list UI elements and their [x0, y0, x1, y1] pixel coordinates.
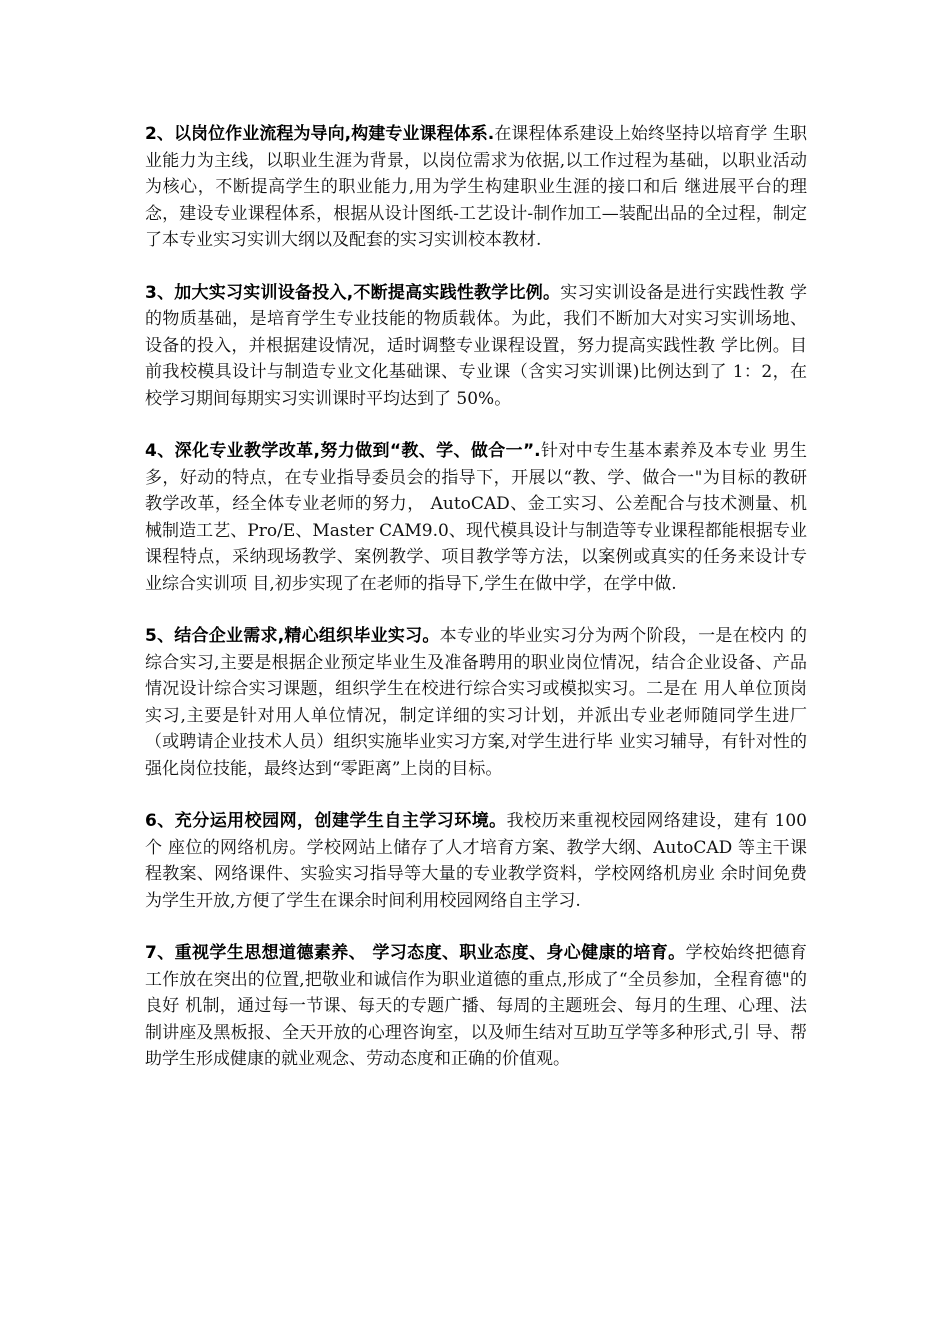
paragraph-heading: 3、加大实习实训设备投入,不断提高实践性教学比例。 — [145, 282, 561, 303]
paragraph-heading: 5、结合企业需求,精心组织毕业实习。 — [145, 626, 440, 646]
paragraph-campus-network — [145, 808, 807, 914]
paragraph-training-equipment — [145, 280, 807, 413]
document-body — [145, 121, 807, 1099]
paragraph-heading: 6、充分运用校园网，创建学生自主学习环境。 — [145, 811, 507, 831]
paragraph-text: 实习实训设备是进行实践性教 学的物质基础，是培育学生专业技能的物质载体。为此，我们不断加大对实习实训场地、设备的投入，并根据建设情况，适时调整专业课程设置，努力提高实践性教 学比例。目前我校模具设计与制造专业文化基础课、专业课（含实习实训课)比例达到了 1：2，在校学习期间每期实习实训课时平均达到了 50%。 — [145, 282, 807, 409]
paragraph-text: 我校历来重视校园网络建设，建有 100 个 座位的网络机房。学校网站上储存了人才培育方案、教学大纲、AutoCAD 等主干课程教案、网络课件、实验实习指导等大量的专业教学资料，学校网络机房业 余时间免费为学生开放,方便了学生在课余时间利用校园网络自主学习. — [145, 811, 807, 911]
paragraph-text: 学校始终把德育工作放在突出的位置,把敬业和诚信作为职业道德的重点,形成了“全员参加，全程育德"的良好 机制，通过每一节课、每天的专题广播、每周的主题班会、每月的生理、心理、法制讲座及黑板报、全天开放的心理咨询室，以及师生结对互助互学等多种形式,引 导、帮助学生形成健康的就业观念、劳动态度和正确的价值观。 — [145, 943, 808, 1069]
paragraph-heading: 2、以岗位作业流程为导向,构建专业课程体系. — [145, 124, 495, 144]
paragraph-text: 针对中专生基本素养及本专业 男生多，好动的特点，在专业指导委员会的指导下，开展以“教、学、做合一"为目标的教研教学改革，经全体专业老师的努力， AutoCAD、金工实习、公差配合与技术测量、机械制造工艺、Pro/E、Master CAM9.0、现代模具设计与制造等专业课程都能根据专业课程特点，采纳现场教学、案例教学、项目教学等方法，以案例或真实的任务来设计专业综合实训项 目,初步实现了在老师的指导下,学生在做中学，在学中做. — [145, 441, 807, 594]
paragraph-text: 本专业的毕业实习分为两个阶段，一是在校内 的综合实习,主要是根据企业预定毕业生及准备聘用的职业岗位情况，结合企业设备、产品情况设计综合实习课题，组织学生在校进行综合实习或模拟实习。二是在 用人单位顶岗实习,主要是针对用人单位情况，制定详细的实习计划，并派出专业老师随同学生进厂（或聘请企业技术人员）组织实施毕业实习方案,对学生进行毕 业实习辅导，有针对性的强化岗位技能，最终达到“零距离”上岗的目标。 — [145, 626, 807, 779]
paragraph-graduation-internship — [145, 623, 807, 782]
paragraph-heading: 7、重视学生思想道德素养、 学习态度、职业态度、身心健康的培育。 — [145, 943, 686, 963]
paragraph-text: 在课程体系建设上始终坚持以培育学 生职业能力为主线，以职业生涯为背景，以岗位需求为依据,以工作过程为基础，以职业活动为核心，不断提高学生的职业能力,用为学生构建职业生涯的接口和后 继进展平台的理念，建设专业课程体系，根据从设计图纸-工艺设计-制作加工—装配出品的全过程，制定了本专业实习实训大纲以及配套的实习实训校本教材. — [145, 124, 808, 250]
paragraph-teaching-reform — [145, 438, 807, 597]
paragraph-heading: 4、深化专业教学改革,努力做到“教、学、做合一”. — [145, 441, 541, 461]
paragraph-curriculum-system — [145, 121, 807, 254]
paragraph-moral-education — [145, 940, 807, 1073]
